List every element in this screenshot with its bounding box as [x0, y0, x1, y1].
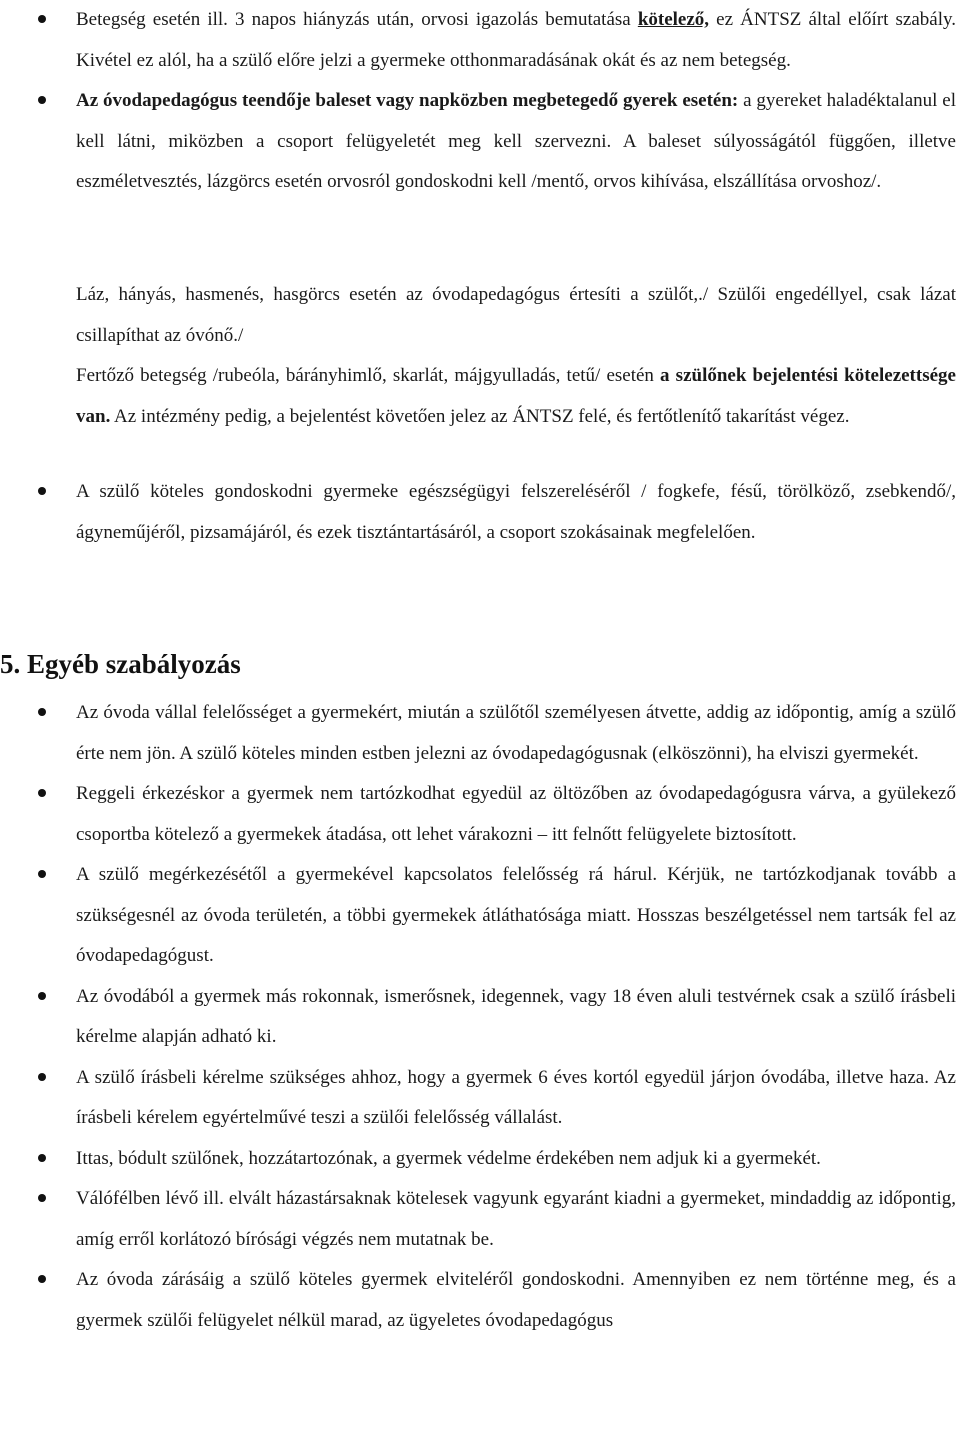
bullet-icon — [38, 708, 46, 716]
bullet-icon — [38, 1275, 46, 1283]
infection-text-post: Az intézmény pedig, a bejelentést követően jelez az ÁNTSZ felé, és fertőtlenítő takarítást végez. — [110, 405, 850, 427]
infection-paragraph — [0, 356, 960, 437]
item-text-pre: Betegség esetén ill. 3 napos hiányzás után, orvosi igazolás bemutatása — [76, 9, 638, 30]
item-text: Az óvoda vállal felelősséget a gyermekért, miután a szülőtől személyesen átvette, addig az időpontig, amíg a szülő érte nem jön. A szülő köteles minden estben jelezni az óvodapedagógusnak (elköszönni), ha elviszi gyermekét. — [76, 702, 956, 764]
list-item — [0, 693, 960, 774]
bullet-icon — [38, 1194, 46, 1202]
item-text: Reggeli érkezéskor a gyermek nem tartózkodhat egyedül az öltözőben az óvodapedagógusra várva, a gyülekező csoportba kötelező a gyermekek átadása, ott lehet várakozni – itt felnőtt felügyelete biztosított. — [76, 783, 956, 845]
infection-text-pre: Fertőző betegség /rubeóla, bárányhimlő, skarlát, májgyulladás, tetű/ esetén — [76, 365, 661, 386]
item-text: A szülő írásbeli kérelme szükséges ahhoz, hogy a gyermek 6 éves kortól egyedül járjon óvodába, illetve haza. Az írásbeli kérelem egyértelművé teszi a szülői felelősség vállalást. — [76, 1066, 956, 1128]
list-item — [0, 1260, 960, 1341]
item-text-post: ez ÁNTSZ által előírt szabály. Kivétel ez alól, ha a szülő előre jelzi a gyermeke otthonmaradásának okát és az nem betegség. — [76, 9, 957, 71]
infection-text-bold: a szülőnek bejelentési kötelezettsége van. — [76, 365, 956, 427]
fever-paragraph: Láz, hányás, hasmenés, hasgörcs esetén az óvodapedagógus értesíti a szülőt,./ Szülői engedéllyel, csak lázat csillapíthat az óvónő./ — [76, 284, 956, 346]
bullet-icon — [38, 789, 46, 797]
item-text: Az óvodából a gyermek más rokonnak, ismerősnek, idegennek, vagy 18 éven aluli testvérnek csak a szülő írásbeli kérelme alapján adható ki. — [76, 985, 956, 1047]
other-rules-list — [0, 693, 960, 1341]
list-item — [0, 1139, 960, 1180]
item-text: a gyereket haladéktalanul el kell látni, miközben a csoport felügyeletét meg kell szervezni. A baleset súlyosságától függően, illetve eszméletvesztés, lázgörcs esetén orvosról gondoskodni kell /mentő, orvos kihívása, elszállítása orvoshoz/. — [76, 90, 956, 192]
item-text: A szülő megérkezésétől a gyermekével kapcsolatos felelősség rá hárul. Kérjük, ne tartózkodjanak tovább a szükségesnél az óvoda területén, a többi gyermekek átláthatósága miatt. Hosszas beszélgetéssel nem tartsák fel az óvodapedagógust. — [76, 864, 956, 966]
list-item — [0, 1179, 960, 1260]
item-text-underlined: kötelező, — [637, 9, 710, 30]
item-text: Válófélben lévő ill. elvált házastársaknak kötelesek vagyunk egyaránt kiadni a gyermeket, mindaddig az időpontig, amíg erről korlátozó bírósági végzés nem mutatnak be. — [76, 1188, 956, 1250]
list-item — [0, 977, 960, 1058]
list-item — [0, 774, 960, 855]
section-title: 5. Egyéb szabályozás — [0, 649, 241, 679]
bullet-icon — [38, 1154, 46, 1162]
bullet-icon — [38, 870, 46, 878]
continuation-block — [0, 0, 960, 243]
bullet-icon — [38, 487, 46, 495]
bullet-icon — [38, 1073, 46, 1081]
item-text: Az óvoda zárásáig a szülő köteles gyermek elviteléről gondoskodni. Amennyiben ez nem történne meg, és a gyermek szülői felügyelet nélkül marad, az ügyeletes óvodapedagógus — [76, 1269, 956, 1331]
list-item — [0, 1058, 960, 1139]
list-item — [0, 472, 960, 553]
equipment-list — [0, 472, 960, 553]
list-item — [0, 855, 960, 977]
item-text: Ittas, bódult szülőnek, hozzátartozónak, a gyermek védelme érdekében nem adjuk ki a gyermekét. — [76, 1147, 821, 1169]
item-text: A szülő köteles gondoskodni gyermeke egészségügyi felszereléséről / fogkefe, fésű, törölköző, zsebkendő/, ágyneműjéről, pizsamájáról, és ezek tisztántartásáról, a csoport szokásainak megfelelően. — [76, 481, 956, 543]
bullet-icon — [38, 992, 46, 1000]
item-bold-lead: Az óvodapedagógus teendője baleset vagy napközben megbetegedő gyerek esetén: — [76, 90, 739, 111]
